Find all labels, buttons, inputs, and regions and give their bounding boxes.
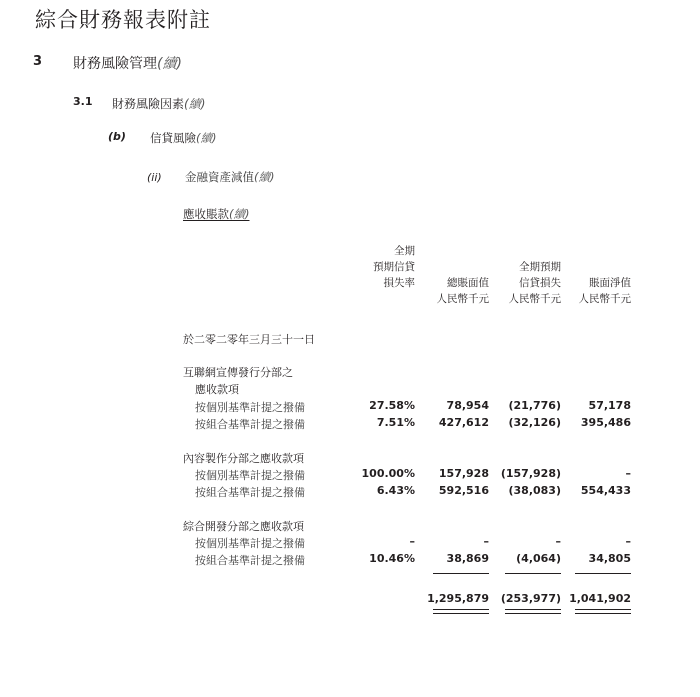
group-title-continued: 應收款項 — [195, 383, 239, 396]
cell-gross: 38,869 — [446, 552, 489, 565]
date-label: 於二零二零年三月三十一日 — [183, 333, 315, 346]
total-double-rule — [575, 609, 631, 614]
group-title: 綜合開發分部之應收款項 — [183, 520, 304, 533]
cell-gross: 427,612 — [438, 416, 489, 429]
cell-rate: 27.58% — [369, 399, 415, 412]
row-label: 按個別基準計提之撥備 — [195, 537, 305, 550]
cell-rate: 10.46% — [369, 552, 415, 565]
row-label: 按個別基準計提之撥備 — [195, 469, 305, 482]
row-label: 按組合基準計提之撥備 — [195, 486, 305, 499]
row-label: 按組合基準計提之撥備 — [195, 554, 305, 567]
subsection-title: 財務風險因素(續) — [112, 97, 206, 111]
total-ecl: (253,977) — [500, 592, 561, 605]
cell-net: 57,178 — [588, 399, 631, 412]
continued-marker: (續) — [157, 56, 182, 72]
total-double-rule — [433, 609, 489, 614]
cell-rate: 6.43% — [376, 484, 415, 497]
row-label: 按組合基準計提之撥備 — [195, 418, 305, 431]
item-ii-label: (ii) — [147, 171, 162, 184]
item-b-title: 信貸風險(續) — [150, 131, 217, 145]
total-net: 1,041,902 — [569, 592, 631, 605]
group-title: 互聯網宣傳發行分部之 — [183, 366, 293, 379]
row-label: 按個別基準計提之撥備 — [195, 401, 305, 414]
cell-net: – — [625, 467, 631, 480]
cell-ecl: (21,776) — [508, 399, 561, 412]
cell-net: 554,433 — [580, 484, 631, 497]
subtotal-rule — [433, 573, 489, 574]
column-header-ecl-rate: 全期 預期信貸 損失率 — [373, 245, 415, 289]
continued-marker: (續) — [229, 207, 250, 221]
cell-net: 395,486 — [580, 416, 631, 429]
cell-rate: 100.00% — [361, 467, 415, 480]
cell-ecl: (157,928) — [500, 467, 561, 480]
cell-gross: – — [483, 535, 489, 548]
total-double-rule — [505, 609, 561, 614]
cell-rate: – — [409, 535, 415, 548]
cell-ecl: (32,126) — [508, 416, 561, 429]
continued-marker: (續) — [184, 97, 206, 111]
subsection-number: 3.1 — [73, 95, 93, 108]
total-gross: 1,295,879 — [427, 592, 489, 605]
cell-ecl: (38,083) — [508, 484, 561, 497]
column-header-ecl: 全期預期 信貸損失 人民幣千元 — [508, 261, 561, 305]
section-number: 3 — [33, 54, 43, 69]
accounts-receivable-heading: 應收賬款(續) — [183, 207, 250, 221]
continued-marker: (續) — [196, 131, 217, 145]
continued-marker: (續) — [254, 170, 275, 184]
cell-gross: 157,928 — [438, 467, 489, 480]
cell-ecl: – — [555, 535, 561, 548]
cell-net: – — [625, 535, 631, 548]
cell-ecl: (4,064) — [516, 552, 561, 565]
cell-gross: 78,954 — [446, 399, 489, 412]
item-b-label: (b) — [108, 130, 126, 143]
section-title: 財務風險管理(續) — [73, 56, 182, 72]
column-header-gross: 總賬面值 人民幣千元 — [436, 277, 489, 305]
cell-net: 34,805 — [588, 552, 631, 565]
item-ii-title: 金融資產減值(續) — [185, 170, 275, 184]
column-header-net: 賬面淨值 人民幣千元 — [578, 277, 631, 305]
cell-rate: 7.51% — [376, 416, 415, 429]
cell-gross: 592,516 — [438, 484, 489, 497]
group-title: 內容製作分部之應收款項 — [183, 452, 304, 465]
subtotal-rule — [505, 573, 561, 574]
subtotal-rule — [575, 573, 631, 574]
page-title: 綜合財務報表附註 — [35, 8, 211, 32]
